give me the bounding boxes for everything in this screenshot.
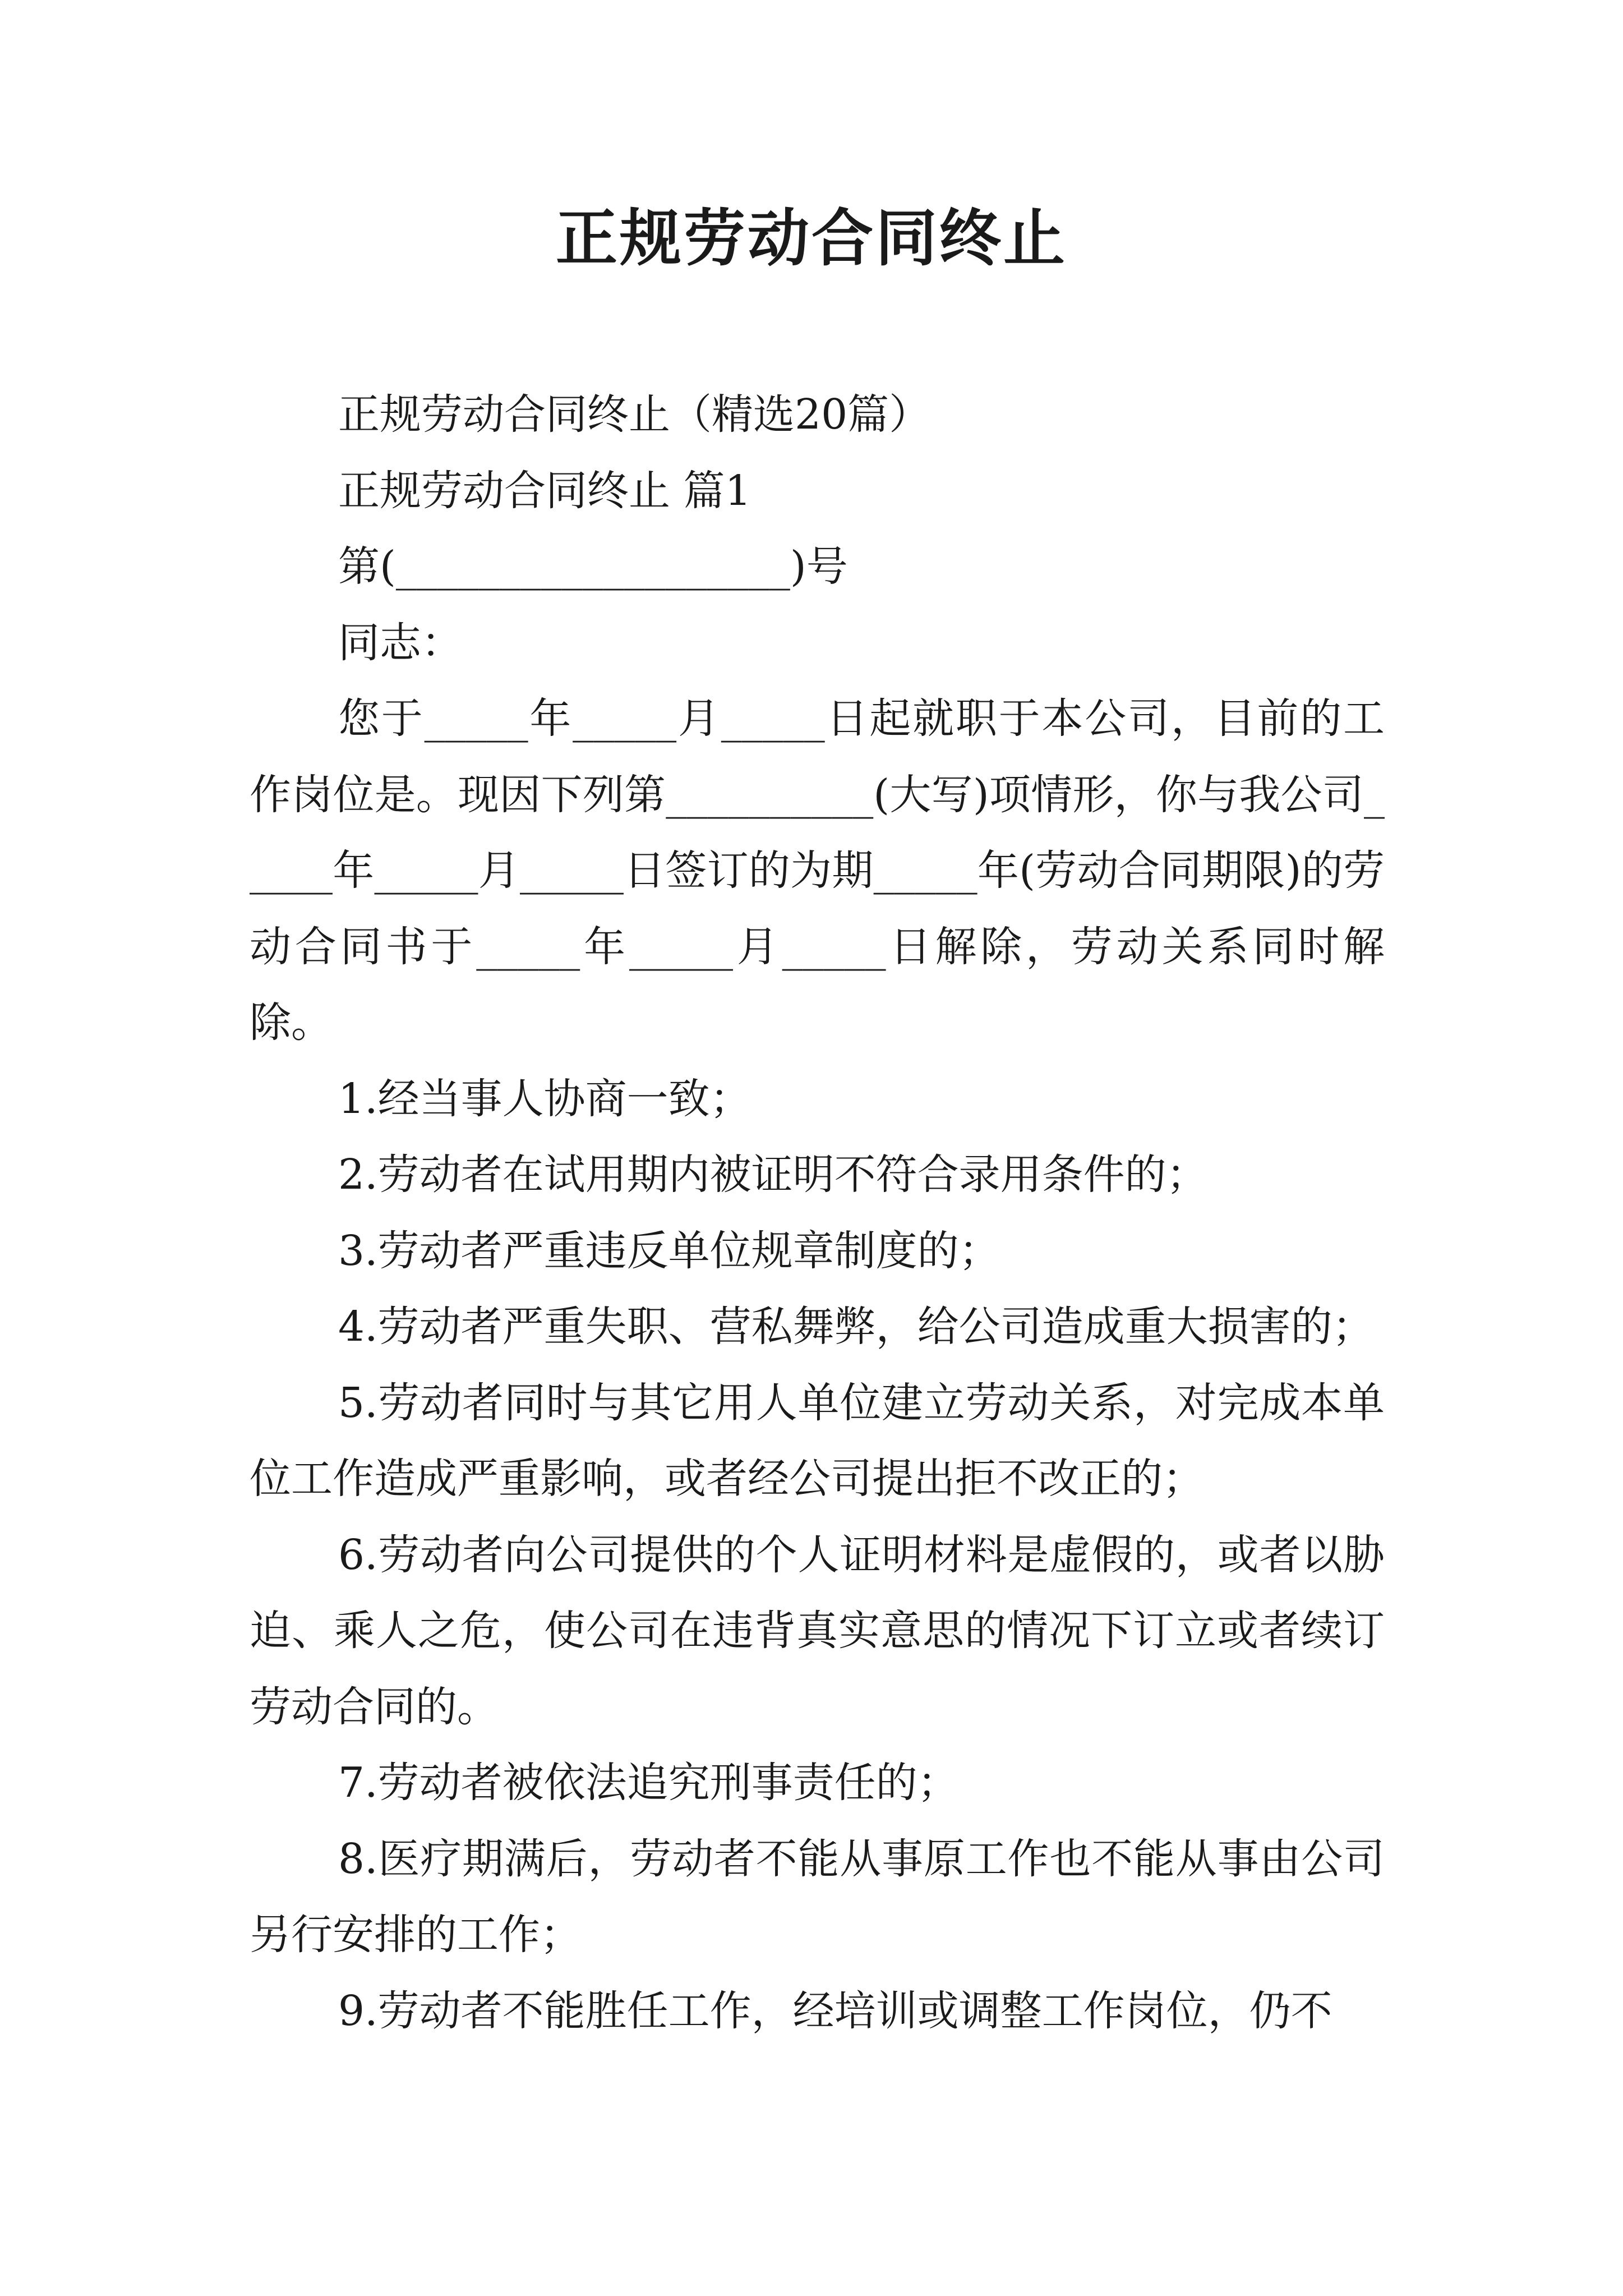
paragraph-item-7: 7.劳动者被依法追究刑事责任的； [338,1759,959,1807]
document-title: 正规劳动合同终止 [556,202,1067,274]
paragraph-item-3: 3.劳动者严重违反单位规章制度的； [338,1226,1000,1275]
paragraph-item-4: 4.劳动者严重失职、营私舞弊，给公司造成重大损害的； [338,1303,1374,1351]
paragraph-item-6: 6.劳动者向公司提供的个人证明材料是虚假的，或者以胁迫、乘人之危，使公司在违背真实意思的情况下订立或者续订劳动合同的。 [250,1530,1385,1731]
paragraph-item-5: 5.劳动者同时与其它用人单位建立劳动关系，对完成本单位工作造成严重影响，或者经公司提出拒不改正的； [250,1378,1385,1503]
paragraph-section-heading: 正规劳动合同终止 篇1 [338,466,751,515]
paragraph-item-9: 9.劳动者不能胜任工作，经培训或调整工作岗位，仍不 [338,1986,1332,2035]
paragraph-notice-body: 您于_____年_____月_____日起就职于本公司，目前的工作岗位是。现因下列第__________(大写)项情形，你与我公司_____年_____月_____日签订的为期_____年(劳动合同期限)的劳动合同书于_____年_____月_____日解除，劳动关系同时解除。 [250,694,1385,1047]
document-body [250,377,1385,2049]
paragraph-item-1: 1.经当事人协商一致； [338,1074,751,1123]
paragraph-collection-title: 正规劳动合同终止（精选20篇） [338,390,931,439]
paragraph-document-number: 第(___________________)号 [338,542,848,591]
paragraph-item-8: 8.医疗期满后，劳动者不能从事原工作也不能从事由公司另行安排的工作； [250,1834,1385,1959]
paragraph-salutation: 同志： [338,618,463,667]
paragraph-item-2: 2.劳动者在试用期内被证明不符合录用条件的； [338,1151,1208,1199]
